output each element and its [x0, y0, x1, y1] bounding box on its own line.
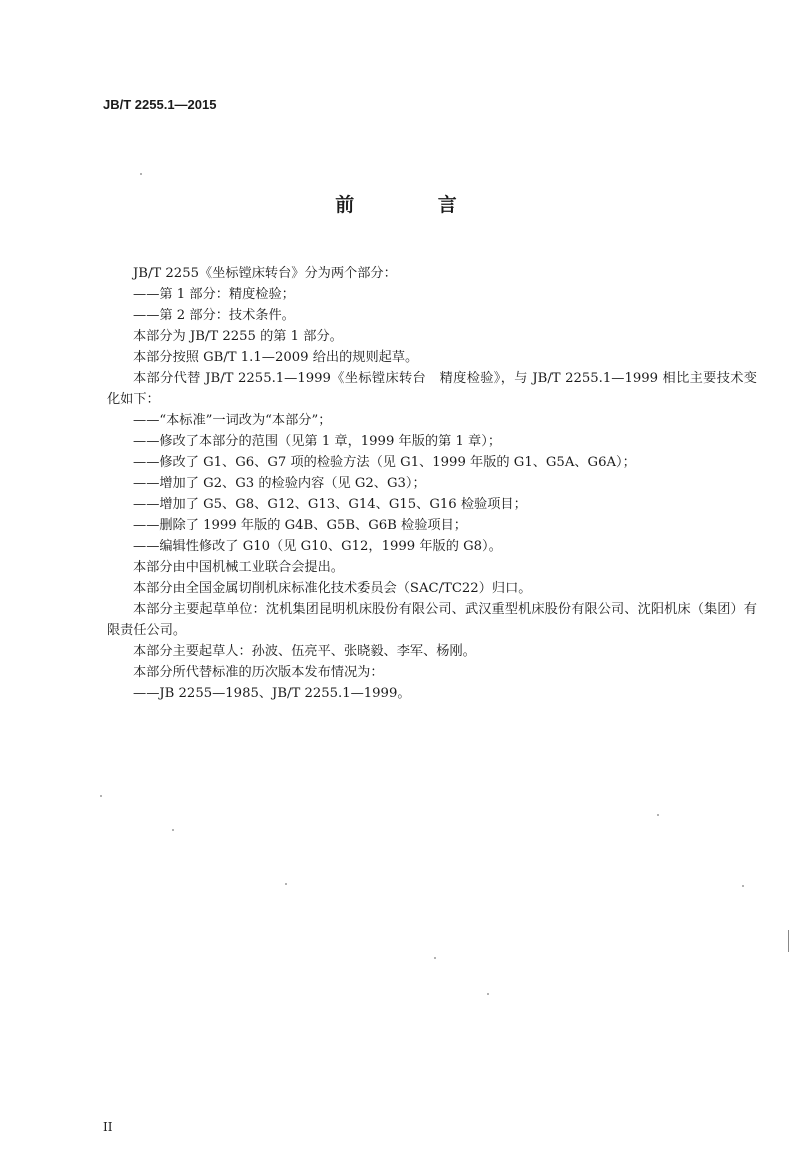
list-item: ——修改了本部分的范围（见第 1 章，1999 年版的第 1 章）； [133, 434, 502, 449]
paragraph: 本部分所代替标准的历次版本发布情况为： [133, 665, 384, 680]
list-item: ——修改了 G1、G6、G7 项的检验方法（见 G1、1999 年版的 G1、G5A、G6A）； [133, 455, 636, 470]
paragraph: JB/T 2255《坐标镗床转台》分为两个部分： [133, 266, 397, 281]
scan-speck [285, 883, 287, 885]
scan-speck [434, 957, 436, 959]
foreword-body [107, 263, 757, 704]
paragraph: 本部分由全国金属切削机床标准化技术委员会（SAC/TC22）归口。 [133, 581, 532, 596]
scan-speck [140, 173, 142, 175]
section-title: 前 言 [335, 194, 490, 216]
paragraph: 本部分主要起草人：孙波、伍亮平、张晓毅、李军、杨刚。 [133, 644, 476, 659]
scan-speck [172, 829, 174, 831]
paragraph: 本部分代替 JB/T 2255.1—1999《坐标镗床转台 精度检验》，与 JB/T 2255.1—1999 相比主要技术变化如下： [107, 371, 757, 407]
list-item: ——增加了 G2、G3 的检验内容（见 G2、G3）； [133, 476, 426, 491]
list-item: ——第 1 部分：精度检验； [133, 287, 295, 302]
paragraph: 本部分主要起草单位：沈机集团昆明机床股份有限公司、武汉重型机床股份有限公司、沈阳机床（集团）有限责任公司。 [107, 602, 757, 638]
paragraph: 本部分为 JB/T 2255 的第 1 部分。 [133, 329, 343, 344]
page-number: II [103, 1120, 113, 1134]
list-item: ——编辑性修改了 G10（见 G10、G12，1999 年版的 G8）。 [133, 539, 502, 554]
paragraph: 本部分由中国机械工业联合会提出。 [133, 560, 344, 575]
list-item: ——“本标准”一词改为“本部分”； [133, 413, 332, 428]
scan-speck [657, 814, 659, 816]
list-item: ——第 2 部分：技术条件。 [133, 308, 295, 323]
paragraph: 本部分按照 GB/T 1.1—2009 给出的规则起草。 [133, 350, 419, 365]
scan-edge-mark [788, 930, 789, 952]
document-code: JB/T 2255.1—2015 [103, 97, 217, 112]
list-item: ——删除了 1999 年版的 G4B、G5B、G6B 检验项目； [133, 518, 467, 533]
scan-speck [742, 885, 744, 887]
list-item: ——JB 2255—1985、JB/T 2255.1—1999。 [133, 686, 411, 701]
list-item: ——增加了 G5、G8、G12、G13、G14、G15、G16 检验项目； [133, 497, 527, 512]
scan-speck [487, 993, 489, 995]
scan-speck [100, 795, 102, 797]
